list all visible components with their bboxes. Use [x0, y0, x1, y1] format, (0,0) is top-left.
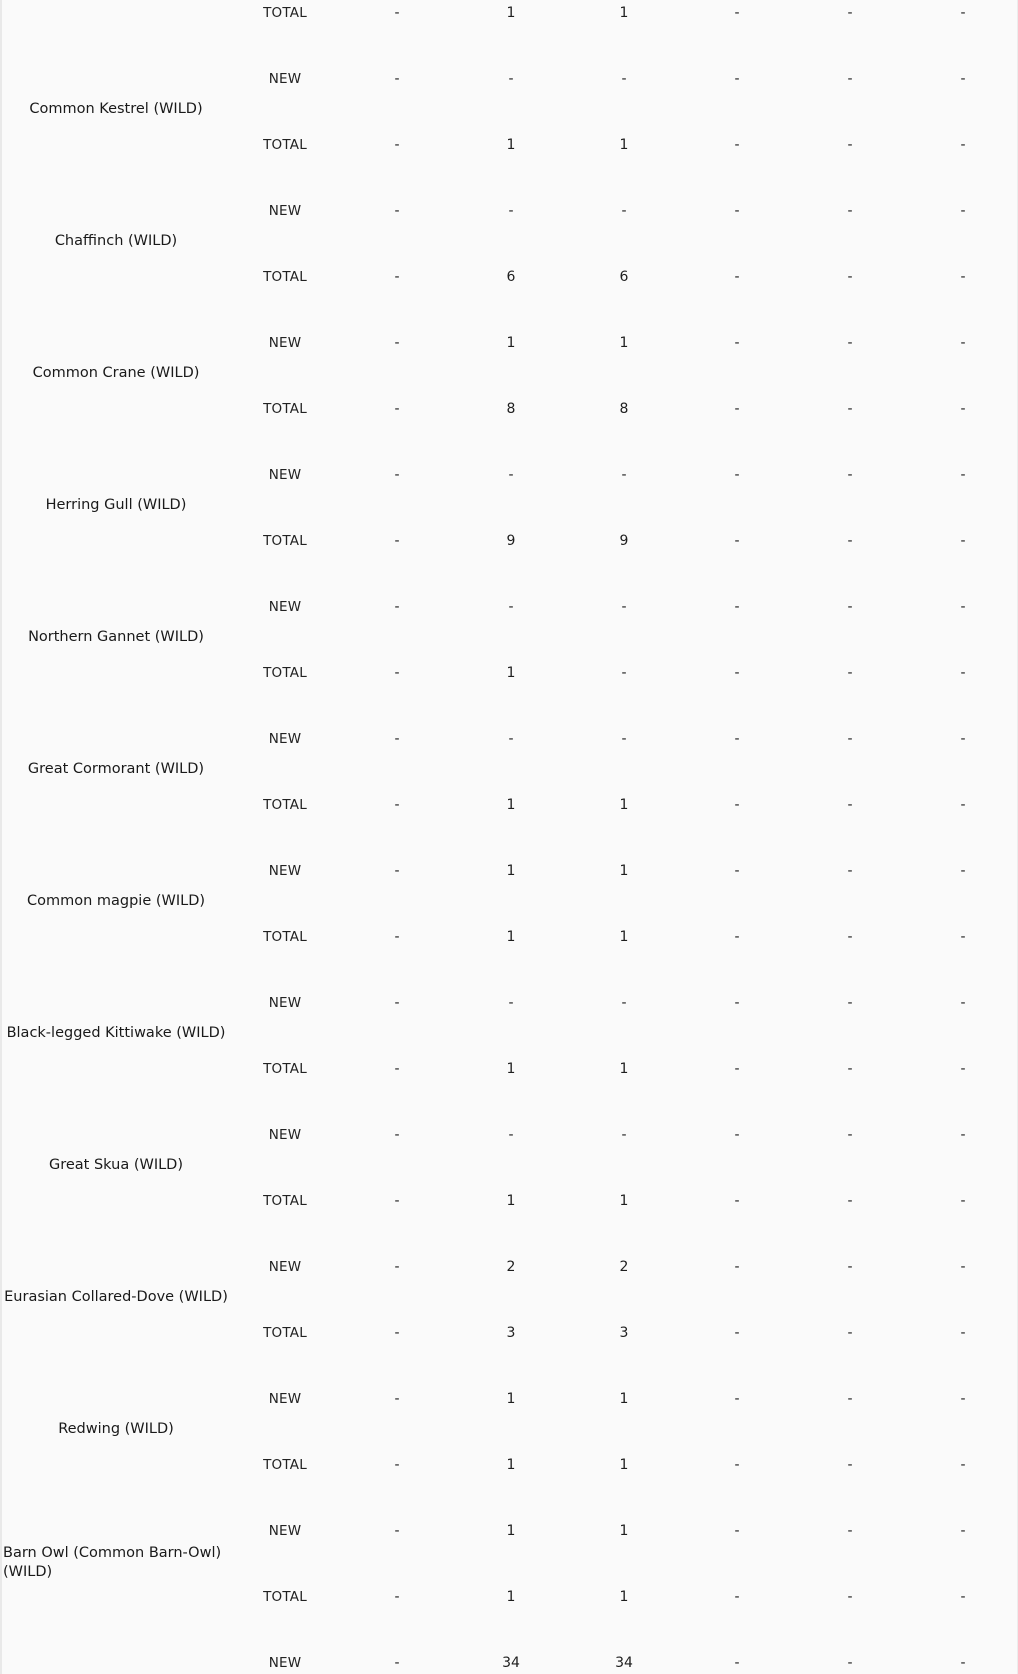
row-label-new: NEW	[268, 1655, 302, 1671]
table-cell: -	[847, 335, 853, 351]
row-label-new: NEW	[268, 467, 302, 483]
row-label-total: TOTAL	[263, 401, 307, 417]
table-cell: 2	[619, 1259, 629, 1275]
table-cell: -	[394, 1193, 400, 1209]
table-cell: -	[734, 1655, 740, 1671]
table-cell: -	[734, 797, 740, 813]
table-cell: 1	[619, 863, 629, 879]
table-cell: -	[734, 1523, 740, 1539]
table-cell: 1	[506, 5, 516, 21]
table-cell: -	[394, 1523, 400, 1539]
row-label-total: TOTAL	[263, 137, 307, 153]
table-cell: -	[394, 665, 400, 681]
table-cell: 34	[502, 1655, 520, 1671]
table-cell: -	[621, 665, 627, 681]
row-label-new: NEW	[268, 1391, 302, 1407]
row-label-new: NEW	[268, 1523, 302, 1539]
table-cell: -	[621, 731, 627, 747]
table-cell: -	[960, 797, 966, 813]
table-cell: -	[847, 1259, 853, 1275]
row-label-total: TOTAL	[263, 797, 307, 813]
table-cell: 1	[506, 1523, 516, 1539]
row-label-total: TOTAL	[263, 1589, 307, 1605]
table-cell: -	[847, 1457, 853, 1473]
table-cell: -	[734, 1589, 740, 1605]
table-cell: -	[960, 401, 966, 417]
table-cell: -	[621, 599, 627, 615]
table-cell: -	[394, 335, 400, 351]
table-cell: -	[394, 203, 400, 219]
table-cell: -	[847, 1061, 853, 1077]
table-cell: -	[960, 1193, 966, 1209]
table-cell: -	[960, 1061, 966, 1077]
species-name: Common magpie (WILD)	[26, 893, 206, 909]
table-cell: -	[960, 863, 966, 879]
table-cell: -	[508, 203, 514, 219]
table-cell: -	[394, 71, 400, 87]
table-cell: -	[621, 1127, 627, 1143]
table-cell: -	[847, 929, 853, 945]
table-cell: 9	[619, 533, 629, 549]
row-label-new: NEW	[268, 995, 302, 1011]
table-cell: 1	[506, 1193, 516, 1209]
table-cell: 8	[506, 401, 516, 417]
table-cell: -	[734, 401, 740, 417]
species-name: Great Skua (WILD)	[49, 1157, 183, 1173]
table-cell: -	[508, 731, 514, 747]
table-cell: -	[960, 1589, 966, 1605]
table-cell: -	[734, 731, 740, 747]
table-cell: -	[847, 5, 853, 21]
table-cell: -	[960, 1655, 966, 1671]
table-cell: -	[394, 1655, 400, 1671]
table-cell: 1	[506, 797, 516, 813]
table-cell: -	[621, 995, 627, 1011]
table-cell: -	[960, 269, 966, 285]
table-cell: 8	[619, 401, 629, 417]
row-label-new: NEW	[268, 203, 302, 219]
row-label-total: TOTAL	[263, 269, 307, 285]
table-cell: -	[847, 467, 853, 483]
table-cell: -	[734, 1391, 740, 1407]
table-cell: 1	[506, 335, 516, 351]
table-cell: 1	[506, 1589, 516, 1605]
table-cell: -	[734, 1193, 740, 1209]
table-cell: 1	[619, 797, 629, 813]
species-name: Chaffinch (WILD)	[54, 233, 178, 249]
table-cell: -	[734, 335, 740, 351]
row-label-total: TOTAL	[263, 1325, 307, 1341]
table-cell: -	[847, 401, 853, 417]
table-cell: -	[394, 599, 400, 615]
table-cell: -	[394, 401, 400, 417]
table-cell: 1	[619, 1523, 629, 1539]
table-cell: -	[847, 995, 853, 1011]
species-name: Great Cormorant (WILD)	[27, 761, 205, 777]
species-name: Eurasian Collared-Dove (WILD)	[4, 1289, 228, 1305]
table-cell: -	[734, 863, 740, 879]
table-cell: -	[847, 1391, 853, 1407]
table-cell: 1	[506, 863, 516, 879]
table-cell: 1	[619, 335, 629, 351]
table-cell: 9	[506, 533, 516, 549]
table-cell: -	[847, 797, 853, 813]
table-cell: 34	[615, 1655, 633, 1671]
table-cell: -	[734, 1457, 740, 1473]
table-cell: -	[734, 533, 740, 549]
table-cell: -	[847, 533, 853, 549]
table-cell: -	[847, 269, 853, 285]
table-cell: -	[394, 1589, 400, 1605]
table-cell: -	[847, 137, 853, 153]
table-cell: -	[734, 1259, 740, 1275]
row-label-total: TOTAL	[263, 533, 307, 549]
table-cell: 6	[619, 269, 629, 285]
table-cell: 1	[506, 1457, 516, 1473]
table-cell: -	[394, 1259, 400, 1275]
row-label-new: NEW	[268, 1127, 302, 1143]
table-cell: -	[847, 731, 853, 747]
table-cell: -	[734, 929, 740, 945]
table-cell: -	[847, 71, 853, 87]
table-cell: -	[734, 1061, 740, 1077]
species-name: Redwing (WILD)	[58, 1421, 174, 1437]
table-cell: 1	[506, 929, 516, 945]
row-label-total: TOTAL	[263, 665, 307, 681]
table-cell: -	[394, 797, 400, 813]
table-cell: -	[960, 203, 966, 219]
species-name: Northern Gannet (WILD)	[28, 629, 204, 645]
table-cell: -	[621, 203, 627, 219]
table-cell: -	[960, 335, 966, 351]
table-cell: 1	[506, 137, 516, 153]
table-cell: -	[734, 71, 740, 87]
species-name: Herring Gull (WILD)	[45, 497, 187, 513]
table-cell: 1	[619, 137, 629, 153]
table-cell: -	[960, 1259, 966, 1275]
table-cell: -	[734, 995, 740, 1011]
table-cell: -	[960, 137, 966, 153]
table-cell: -	[621, 467, 627, 483]
table-cell: -	[960, 731, 966, 747]
table-cell: -	[508, 1127, 514, 1143]
table-cell: 1	[619, 1193, 629, 1209]
table-cell: -	[960, 995, 966, 1011]
row-label-new: NEW	[268, 71, 302, 87]
table-cell: -	[394, 533, 400, 549]
table-cell: -	[847, 1589, 853, 1605]
table-cell: 1	[619, 1457, 629, 1473]
table-cell: 1	[619, 1589, 629, 1605]
table-cell: -	[960, 1127, 966, 1143]
row-label-total: TOTAL	[263, 1193, 307, 1209]
table-cell: 1	[619, 1391, 629, 1407]
table-cell: -	[394, 863, 400, 879]
table-cell: -	[847, 1325, 853, 1341]
table-cell: -	[734, 665, 740, 681]
row-label-total: TOTAL	[263, 1061, 307, 1077]
table-cell: -	[960, 467, 966, 483]
table-cell: -	[960, 1523, 966, 1539]
table-cell: -	[734, 599, 740, 615]
species-name: Black-legged Kittiwake (WILD)	[6, 1025, 226, 1041]
table-cell: -	[734, 1127, 740, 1143]
table-cell: -	[394, 929, 400, 945]
table-cell: -	[847, 1193, 853, 1209]
table-cell: -	[734, 5, 740, 21]
table-cell: -	[734, 203, 740, 219]
row-label-new: NEW	[268, 599, 302, 615]
table-cell: 3	[619, 1325, 629, 1341]
table-cell: -	[394, 731, 400, 747]
table-cell: -	[960, 1457, 966, 1473]
table-cell: -	[508, 599, 514, 615]
table-cell: -	[847, 1127, 853, 1143]
table-cell: 1	[506, 1061, 516, 1077]
row-label-new: NEW	[268, 1259, 302, 1275]
table-cell: -	[960, 665, 966, 681]
species-name: Common Crane (WILD)	[32, 365, 200, 381]
table-cell: 1	[506, 665, 516, 681]
table-cell: -	[394, 137, 400, 153]
table-cell: -	[394, 1325, 400, 1341]
table-cell: -	[960, 929, 966, 945]
table-cell: -	[621, 71, 627, 87]
species-name: Barn Owl (Common Barn-Owl) (WILD)	[3, 1545, 222, 1580]
species-name: Common Kestrel (WILD)	[29, 101, 203, 117]
table-cell: -	[960, 599, 966, 615]
table-cell: -	[960, 1391, 966, 1407]
row-label-new: NEW	[268, 731, 302, 747]
table-cell: -	[847, 863, 853, 879]
table-cell: 1	[619, 929, 629, 945]
table-cell: -	[394, 995, 400, 1011]
row-label-total: TOTAL	[263, 929, 307, 945]
table-cell: -	[394, 1457, 400, 1473]
table-cell: -	[508, 995, 514, 1011]
table-cell: -	[394, 1061, 400, 1077]
table-cell: 1	[619, 1061, 629, 1077]
table-cell: -	[960, 533, 966, 549]
table-cell: -	[508, 71, 514, 87]
table-cell: 1	[506, 1391, 516, 1407]
table-cell: -	[847, 1655, 853, 1671]
row-label-total: TOTAL	[263, 1457, 307, 1473]
table-cell: -	[734, 1325, 740, 1341]
table-cell: 1	[619, 5, 629, 21]
table-cell: -	[847, 665, 853, 681]
table-cell: -	[734, 269, 740, 285]
table-cell: 6	[506, 269, 516, 285]
table-cell: -	[847, 203, 853, 219]
table-cell: -	[960, 71, 966, 87]
table-cell: 3	[506, 1325, 516, 1341]
table-cell: -	[734, 137, 740, 153]
table-cell: -	[847, 599, 853, 615]
table-cell: -	[394, 1391, 400, 1407]
table-cell: -	[394, 467, 400, 483]
table-cell: 2	[506, 1259, 516, 1275]
row-label-total: TOTAL	[263, 5, 307, 21]
row-label-new: NEW	[268, 335, 302, 351]
table-cell: -	[960, 1325, 966, 1341]
table-cell: -	[508, 467, 514, 483]
row-label-new: NEW	[268, 863, 302, 879]
table-cell: -	[394, 269, 400, 285]
table-cell: -	[960, 5, 966, 21]
table-cell: -	[394, 1127, 400, 1143]
table-cell: -	[394, 5, 400, 21]
table-cell: -	[734, 467, 740, 483]
table-cell: -	[847, 1523, 853, 1539]
